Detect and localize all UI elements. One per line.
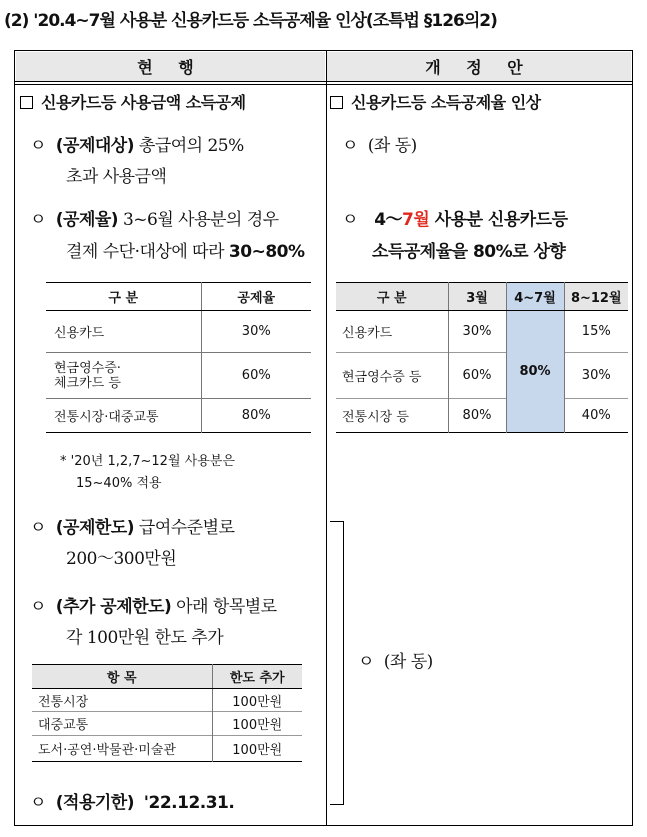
table-row	[336, 311, 628, 353]
table-row	[336, 353, 628, 399]
table-header: 공제율	[201, 283, 311, 311]
table-cell: 신용카드	[342, 326, 393, 341]
current-expiry-bullet: ㅇ (적용기한) '22.12.31.	[30, 793, 235, 813]
table-header: 구 분	[46, 283, 201, 311]
proposed-same-1: ㅇ (좌 동)	[342, 136, 417, 156]
table-header: 구 분	[336, 283, 448, 311]
table-row	[46, 353, 311, 399]
current-rate-bullet: ㅇ (공제율) 3~6월 사용분의 경우	[30, 210, 279, 230]
proposed-section-title: 신용카드등 소득공제율 인상	[330, 90, 541, 113]
table-cell: 30%	[201, 311, 311, 353]
header-divider	[14, 81, 633, 82]
square-checkbox-icon	[20, 96, 33, 109]
current-limit-bullet: ㅇ (공제한도) 급여수준별로	[30, 518, 235, 538]
table-cell: 100만원	[212, 712, 302, 736]
table-row	[46, 311, 311, 353]
table-cell: 전통시장	[38, 694, 89, 710]
proposed-raise-line2: 소득공제율을 80%로 상향	[372, 242, 566, 262]
table-cell: 15%	[564, 311, 628, 353]
current-rate-line2: 결제 수단·대상에 따라 30~80%	[66, 242, 305, 262]
page-title: (2) '20.4~7월 사용분 신용카드등 소득공제율 인상(조특법 §126의2)	[4, 11, 497, 31]
table-cell: 100만원	[212, 689, 302, 712]
table-header: 3월	[448, 283, 506, 311]
proposed-same-2: ㅇ (좌 동)	[358, 652, 433, 672]
table-cell: 100만원	[212, 736, 302, 762]
current-target-line2: 초과 사용금액	[66, 167, 167, 187]
current-extra-limit-bullet: ㅇ (추가 공제한도) 아래 항목별로	[30, 597, 277, 617]
table-header-highlight: 4~7월	[506, 283, 564, 311]
table-cell: 30%	[564, 353, 628, 399]
table-cell: 60%	[201, 353, 311, 399]
table-cell: 80%	[448, 399, 506, 433]
merged-rate-cell: 80%	[506, 311, 564, 433]
table-row	[46, 399, 311, 433]
table-cell: 전통시장·대중교통	[46, 399, 201, 433]
table-cell: 80%	[201, 399, 311, 433]
current-extra-limit-line2: 각 100만원 한도 추가	[66, 628, 224, 648]
note-line1: * '20년 1,2,7~12월 사용분은	[60, 454, 235, 469]
table-cell: 도서·공연·박물관·미술관	[32, 736, 212, 762]
square-checkbox-icon	[330, 96, 343, 109]
proposed-header: 개 정 안	[327, 52, 631, 81]
table-cell: 대중교통	[32, 712, 212, 736]
table-header: 8~12월	[564, 283, 628, 311]
extra-limit-table	[32, 664, 302, 762]
table-cell: 현금영수증· 체크카드 등	[46, 353, 201, 399]
proposed-raise-bullet: ㅇ 4～7월 사용분 신용카드등	[342, 210, 568, 230]
table-row	[32, 736, 302, 762]
table-row	[336, 399, 628, 433]
current-header: 현 행	[16, 52, 325, 81]
table-row	[32, 689, 302, 712]
current-limit-line2: 200～300만원	[66, 549, 177, 569]
table-cell: 40%	[564, 399, 628, 433]
table-cell: 60%	[448, 353, 506, 399]
current-target-bullet: ㅇ (공제대상) 총급여의 25%	[30, 136, 244, 156]
table-header: 한도 추가	[212, 665, 302, 689]
bracket-divider	[330, 521, 344, 805]
current-rate-table	[46, 282, 311, 433]
column-divider	[326, 50, 327, 826]
table-row	[32, 712, 302, 736]
table-cell: 30%	[448, 311, 506, 353]
note-line2: 15~40% 적용	[76, 476, 162, 491]
table-cell: 현금영수증 등	[336, 353, 448, 399]
table-cell: 신용카드	[46, 311, 201, 353]
header-divider-double	[14, 84, 633, 85]
table-cell: 전통시장 등	[336, 399, 448, 433]
current-section-title: 신용카드등 사용금액 소득공제	[20, 90, 246, 113]
table-header: 항 목	[32, 665, 212, 689]
proposed-rate-table	[336, 282, 628, 433]
